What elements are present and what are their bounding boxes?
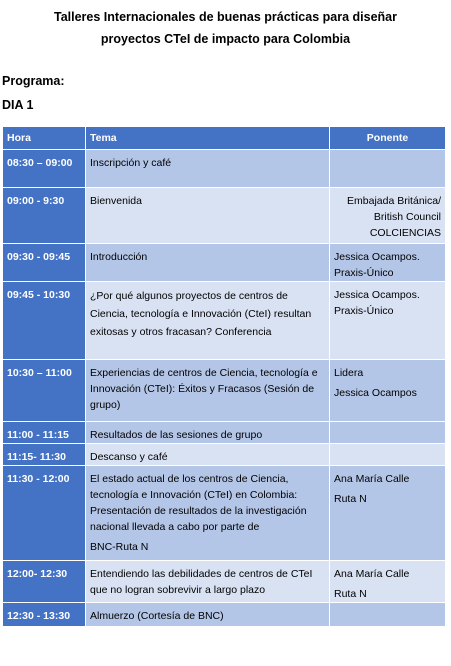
table-row — [3, 282, 446, 360]
row-ponente — [330, 466, 446, 561]
header-ponente: Ponente — [330, 127, 446, 150]
ponente-line: Ana María Calle — [334, 473, 410, 485]
row-ponente — [330, 444, 446, 466]
table-row — [3, 150, 446, 188]
row-hora: 09:00 - 9:30 — [3, 188, 86, 244]
row-hora: 09:30 - 09:45 — [3, 244, 86, 282]
ponente-line: Embajada Británica/ — [347, 195, 441, 207]
ponente-line: Ruta N — [334, 588, 367, 600]
row-ponente — [330, 422, 446, 444]
row-ponente — [330, 282, 446, 360]
row-hora: 09:45 - 10:30 — [3, 282, 86, 360]
table-row — [3, 561, 446, 603]
schedule-table — [2, 126, 446, 627]
row-ponente — [330, 603, 446, 627]
row-tema: Experiencias de centros de Ciencia, tecnología e Innovación (CTeI): Éxitos y Fracasos (Sesión de grupo) — [86, 360, 330, 422]
ponente-line: Jessica Ocampos. — [334, 251, 420, 263]
ponente-line: COLCIENCIAS — [369, 227, 441, 239]
row-hora: 08:30 – 09:00 — [3, 150, 86, 188]
row-hora: 10:30 – 11:00 — [3, 360, 86, 422]
table-row — [3, 422, 446, 444]
row-ponente — [330, 150, 446, 188]
ponente-line: Praxis-Único — [334, 305, 394, 317]
row-tema — [86, 466, 330, 561]
table-row — [3, 244, 446, 282]
row-tema: Descanso y café — [86, 444, 330, 466]
dia-label: DIA 1 — [2, 98, 34, 112]
row-tema: Introducción — [86, 244, 330, 282]
row-hora: 12:00- 12:30 — [3, 561, 86, 603]
row-ponente — [330, 360, 446, 422]
table-row — [3, 188, 446, 244]
table-row — [3, 360, 446, 422]
table-row — [3, 466, 446, 561]
row-ponente — [330, 561, 446, 603]
row-ponente — [330, 188, 446, 244]
row-hora: 11:30 - 12:00 — [3, 466, 86, 561]
row-ponente — [330, 244, 446, 282]
tema-extra: BNC-Ruta N — [90, 541, 149, 553]
programa-label: Programa: — [2, 74, 65, 88]
row-hora: 11:15- 11:30 — [3, 444, 86, 466]
ponente-line: British Council — [373, 211, 441, 223]
document-title-line1: Talleres Internacionales de buenas prácticas para diseñar — [54, 10, 397, 24]
table-row — [3, 444, 446, 466]
ponente-line: Lidera — [334, 367, 364, 379]
ponente-line: Ana María Calle — [334, 568, 410, 580]
ponente-line: Jessica Ocampos — [334, 387, 417, 399]
table-header-row — [3, 127, 446, 150]
ponente-line: Ruta N — [334, 493, 367, 505]
document-title-line2: proyectos CTeI de impacto para Colombia — [100, 32, 351, 46]
row-tema: ¿Por qué algunos proyectos de centros de Ciencia, tecnología e Innovación (CteI) resultan exitosas y otros fracasan? Conferencia — [86, 282, 330, 360]
row-tema: Inscripción y café — [86, 150, 330, 188]
header-tema: Tema — [86, 127, 330, 150]
row-tema: Entendiendo las debilidades de centros de CTeI que no logran sobrevivir a largo plazo — [86, 561, 330, 603]
row-hora: 12:30 - 13:30 — [3, 603, 86, 627]
header-hora: Hora — [3, 127, 86, 150]
tema-text: El estado actual de los centros de Ciencia, tecnología e Innovación (CTeI) en Colombia: Presentación de resultados de la investigación nacional llevada a cabo por parte de — [90, 473, 307, 533]
row-tema: Almuerzo (Cortesía de BNC) — [86, 603, 330, 627]
row-tema: Resultados de las sesiones de grupo — [86, 422, 330, 444]
table-row — [3, 603, 446, 627]
ponente-line: Jessica Ocampos. — [334, 289, 420, 301]
row-tema: Bienvenida — [86, 188, 330, 244]
ponente-line: Praxis-Único — [334, 267, 394, 279]
row-hora: 11:00 - 11:15 — [3, 422, 86, 444]
